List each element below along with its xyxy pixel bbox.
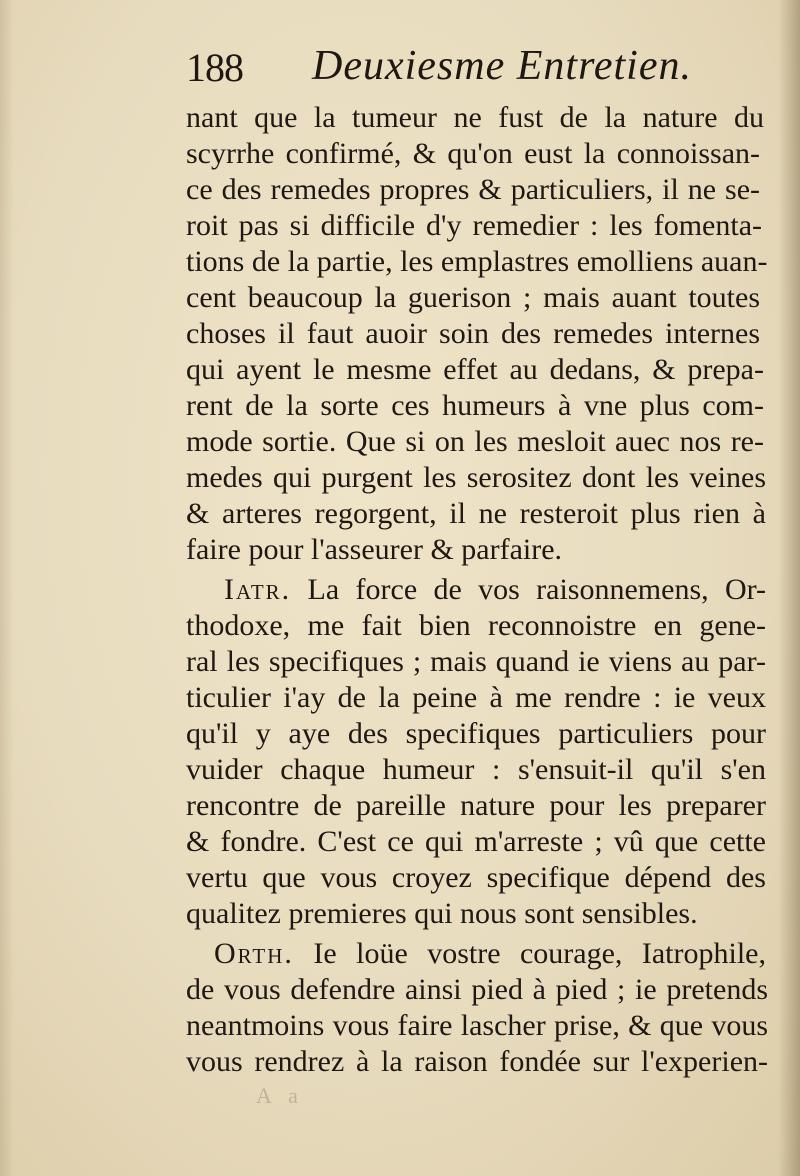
text-line: qui ayent le mesme effet au dedans, & prepa- <box>186 353 764 386</box>
speaker-label: Orth. <box>214 937 294 970</box>
text-line: qualitez premieres qui nous sont sensibles. <box>186 897 698 930</box>
speaker-paragraph-line <box>214 936 766 972</box>
page-number: 188 <box>186 45 243 90</box>
text-line: cent beaucoup la guerison ; mais auant toutes <box>186 281 760 314</box>
text-line: ce des remedes propres & particuliers, il ne se- <box>186 173 760 206</box>
text-line: vous rendrez à la raison fondée sur l'experien- <box>186 1045 768 1078</box>
text-line: de vous defendre ainsi pied à pied ; ie pretends <box>186 973 768 1006</box>
text-span: Ie loüe vostre courage, Iatrophile, <box>313 937 766 970</box>
speaker-paragraph-line <box>224 572 766 608</box>
text-line: vuider chaque humeur : s'ensuit-il qu'il s'en <box>186 753 766 786</box>
text-line: roit pas si difficile d'y remedier : les fomenta- <box>186 209 762 242</box>
page-left-shadow <box>0 0 14 1176</box>
text-line: vertu que vous croyez specifique dépend des <box>186 861 766 894</box>
text-line: nant que la tumeur ne fust de la nature du <box>186 101 764 134</box>
text-line: & fondre. C'est ce qui m'arreste ; vû que cette <box>186 825 766 858</box>
page-gutter-shadow <box>778 0 800 1176</box>
text-line: ticulier i'ay de la peine à me rendre : ie veux <box>186 681 766 714</box>
text-line: thodoxe, me fait bien reconnoistre en gene- <box>186 609 766 642</box>
text-line: qu'il y aye des specifiques particuliers pour <box>186 717 766 750</box>
signature-mark: A a <box>256 1083 304 1108</box>
text-line: faire pour l'asseurer & parfaire. <box>186 533 563 566</box>
text-line: scyrrhe confirmé, & qu'on eust la connoissan- <box>186 137 760 170</box>
text-line: rencontre de pareille nature pour les preparer <box>186 789 766 822</box>
text-line: choses il faut auoir soin des remedes internes <box>186 317 760 350</box>
running-title: Deuxiesme Entretien. <box>312 43 692 89</box>
page-header <box>186 40 746 96</box>
text-line: rent de la sorte ces humeurs à vne plus com- <box>186 389 764 422</box>
speaker-label: Iatr. <box>224 573 292 606</box>
text-line: medes qui purgent les serositez dont les veines <box>186 461 766 494</box>
text-line: mode sortie. Que si on les mesloit auec nos re- <box>186 425 764 458</box>
text-line: neantmoins vous faire lascher prise, & que vous <box>186 1009 768 1042</box>
text-line: ral les specifiques ; mais quand ie viens au par- <box>186 645 766 678</box>
text-line: tions de la partie, les emplastres emolliens auan- <box>186 245 768 278</box>
text-span: La force de vos raisonnemens, Or- <box>307 573 767 606</box>
text-line: & arteres regorgent, il ne resteroit plus rien à <box>186 497 766 530</box>
